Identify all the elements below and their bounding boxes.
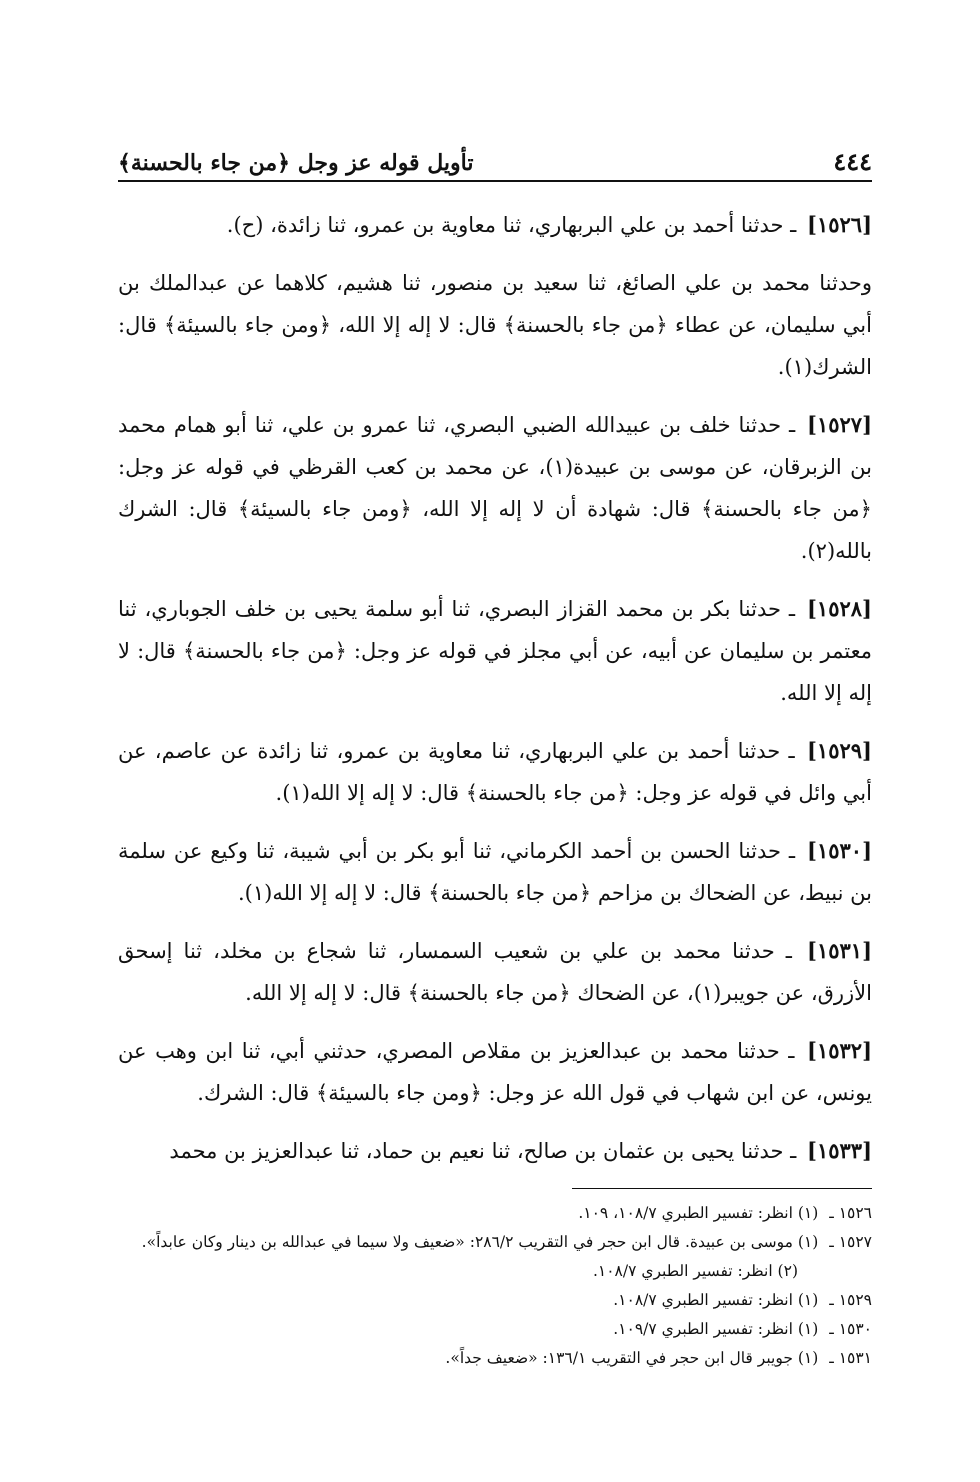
hadith-entry-1532 (118, 1030, 872, 1114)
entry-number: [١٥٢٦] (807, 212, 872, 237)
hadith-entry-1526-continued (118, 262, 872, 388)
main-text (118, 204, 872, 1172)
running-title: تأويل قوله عز وجل ﴿من جاء بالحسنة﴾ (118, 150, 474, 176)
hadith-entry-1529 (118, 730, 872, 814)
page-header (118, 140, 872, 182)
hadith-entry-1533 (118, 1130, 872, 1172)
entry-number: [١٥٣١] (807, 938, 872, 963)
footnote-1526 (118, 1199, 872, 1228)
footnote-divider (572, 1188, 872, 1189)
entry-number: [١٥٣٣] (807, 1138, 872, 1163)
entry-text: ـ حدثنا أحمد بن علي البربهاري، ثنا معاوية بن عمرو، ثنا زائدة، (ح). (226, 213, 797, 237)
footnote-text: (٢) انظر: تفسير الطبري ١٠٨/٧. (592, 1262, 798, 1280)
footnote-1527-2 (118, 1257, 872, 1286)
hadith-entry-1527 (118, 404, 872, 572)
footnote-1529 (118, 1286, 872, 1315)
footnote-text: (١) انظر: تفسير الطبري ١٠٨/٧، ١٠٩. (578, 1204, 819, 1222)
hadith-entry-1530 (118, 830, 872, 914)
entry-text: ـ حدثنا محمد بن عبدالعزيز بن مقلاص المصري، حدثني أبي، ثنا ابن وهب عن يونس، عن ابن شهاب في قول الله عز وجل: ﴿ومن جاء بالسيئة﴾ قال: الشرك. (118, 1039, 872, 1105)
footnote-number: ١٥٣٠ ـ (829, 1320, 872, 1338)
footnote-number: ١٥٢٦ ـ (829, 1204, 872, 1222)
footnote-1531 (118, 1344, 872, 1373)
hadith-entry-1528 (118, 588, 872, 714)
page-number: ٤٤٤ (833, 147, 872, 176)
hadith-entry-1526 (118, 204, 872, 246)
hadith-entry-1531 (118, 930, 872, 1014)
footnote-number: ١٥٢٧ ـ (829, 1233, 872, 1251)
footnote-text: (١) موسى بن عبيدة. قال ابن حجر في التقريب ٢٨٦/٢: «ضعيف ولا سيما في عبدالله بن دينار وكان عابداً». (141, 1233, 819, 1251)
footnote-text: (١) جويبر قال ابن حجر في التقريب ١٣٦/١: «ضعيف جداً». (445, 1349, 819, 1367)
footnote-number: ١٥٣١ ـ (829, 1349, 872, 1367)
footnotes-section (118, 1199, 872, 1373)
entry-number: [١٥٢٧] (807, 412, 872, 437)
footnote-text: (١) انظر: تفسير الطبري ١٠٨/٧. (613, 1291, 819, 1309)
entry-text: ـ حدثنا بكر بن محمد القزاز البصري، ثنا أبو سلمة يحيى بن خلف الجوباري، ثنا معتمر بن سليمان عن أبيه، عن أبي مجلز في قوله عز وجل: ﴿من جاء بالحسنة﴾ قال: لا إله إلا الله. (118, 597, 872, 705)
entry-number: [١٥٢٩] (806, 738, 872, 763)
entry-number: [١٥٣٠] (807, 838, 872, 863)
footnote-number: ١٥٢٩ ـ (829, 1291, 872, 1309)
entry-text: وحدثنا محمد بن علي الصائغ، ثنا سعيد بن منصور، ثنا هشيم، كلاهما عن عبدالملك بن أبي سليمان، عن عطاء ﴿من جاء بالحسنة﴾ قال: لا إله إلا الله، ﴿ومن جاء بالسيئة﴾ قال: الشرك(١). (118, 271, 872, 379)
footnote-1530 (118, 1315, 872, 1344)
entry-number: [١٥٣٢] (807, 1038, 872, 1063)
footnote-text: (١) انظر: تفسير الطبري ١٠٩/٧. (613, 1320, 819, 1338)
entry-number: [١٥٢٨] (806, 596, 872, 621)
book-page (118, 140, 872, 1373)
entry-text: ـ حدثنا محمد بن علي بن شعيب السمسار، ثنا شجاع بن مخلد، ثنا إسحق الأزرق، عن جويبر(١)، عن الضحاك ﴿من جاء بالحسنة﴾ قال: لا إله إلا الله. (118, 939, 872, 1005)
entry-text: ـ حدثنا أحمد بن علي البربهاري، ثنا معاوية بن عمرو، ثنا زائدة عن عاصم، عن أبي وائل في قوله عز وجل: ﴿من جاء بالحسنة﴾ قال: لا إله إلا الله(١). (118, 739, 872, 805)
entry-text: ـ حدثنا الحسن بن أحمد الكرماني، ثنا أبو بكر بن أبي شيبة، ثنا وكيع عن سلمة بن نبيط، عن الضحاك بن مزاحم ﴿من جاء بالحسنة﴾ قال: لا إله إلا الله(١). (118, 839, 872, 905)
footnote-1527-1 (118, 1228, 872, 1257)
entry-text: ـ حدثنا خلف بن عبيدالله الضبي البصري، ثنا عمرو بن علي، ثنا أبو همام محمد بن الزبرقان، عن موسى بن عبيدة(١)، عن محمد بن كعب القرظي في قوله عز وجل: ﴿من جاء بالحسنة﴾ قال: شهادة أن لا إله إلا الله، ﴿ومن جاء بالسيئة﴾ قال: الشرك بالله(٢). (118, 413, 873, 563)
entry-text: ـ حدثنا يحيى بن عثمان بن صالح، ثنا نعيم بن حماد، ثنا عبدالعزيز بن محمد (169, 1139, 797, 1163)
